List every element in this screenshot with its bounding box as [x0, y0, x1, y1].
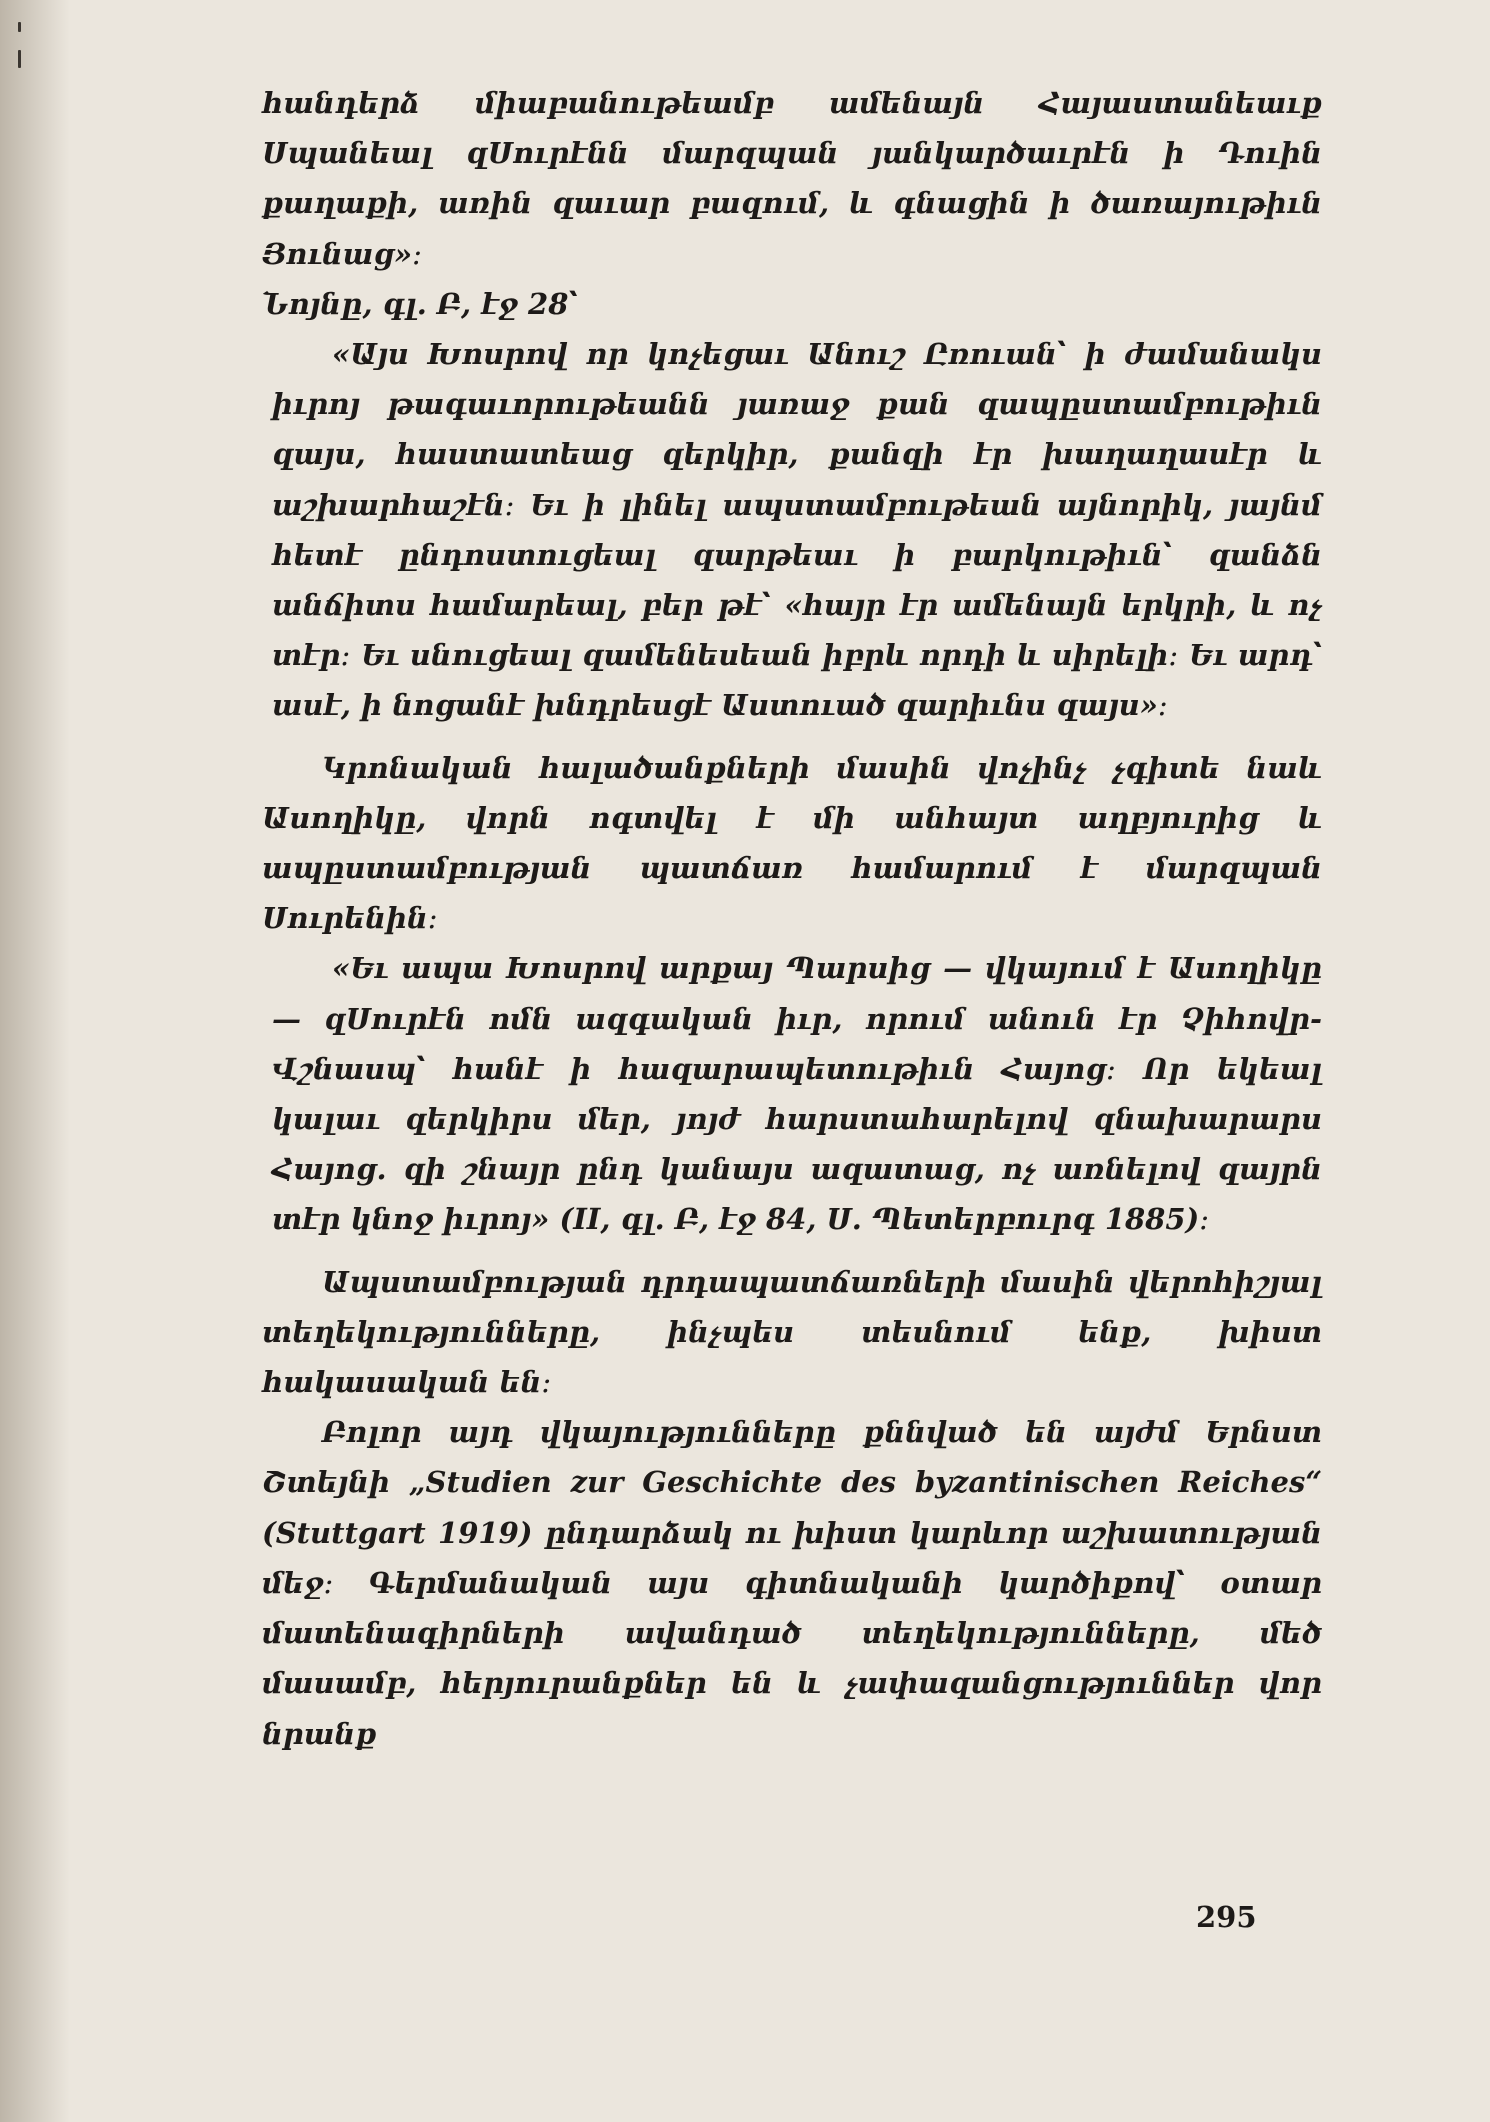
binding-shadow [0, 0, 70, 2122]
page-number: 295 [1196, 1900, 1257, 1934]
quote-paragraph: «Այս Խոսրով որ կոչեցաւ Անուշ Ըռուան՝ ի ժամանակս իւրոյ թագաւորութեանն յառաջ քան զապըստամբութիւն զայս, հաստատեաց զերկիր, քանզի էր խաղաղասէր և աշխարհաշէն։ Եւ ի լինել ապստամբութեան այնորիկ, յայնմ հետէ ընդոստուցեալ զարթեաւ ի բարկութիւն՝ զանձն անճիտս համարեալ, բեր թէ՝ «հայր էր ամենայն երկրի, և ոչ տէր։ Եւ սնուցեալ զամենեսեան իբրև որդի և սիրելի։ Եւ արդ՝ ասէ, ի նոցանէ խնդրեսցէ Աստուած զարիւնս զայս»։ [272, 337, 1322, 723]
body-text [262, 78, 1322, 1759]
edge-mark [18, 22, 21, 32]
edge-mark [18, 50, 21, 68]
paragraph: Ապստամբության դրդապատճառների մասին վերոհիշյալ տեղեկությունները, ինչպես տեսնում ենք, խիստ հակասական են։ [262, 1264, 1322, 1400]
quote-paragraph: «Եւ ապա Խոսրով արքայ Պարսից — վկայում է Ասողիկը — զՍուրէն ոմն ազգական իւր, որում անուն էր Չիհովր-Վշնասպ՝ հանէ ի հազարապետութիւն Հայոց։ Որ եկեալ կալաւ զերկիրս մեր, յոյժ հարստահարելով զնախարարս Հայոց. զի շնայր ընդ կանայս ազատաց, ոչ առնելով զայրն տէր կնոջ իւրոյ» (II, գլ. Բ, էջ 84, Ս. Պետերբուրգ 1885)։ [272, 951, 1322, 1237]
paragraph-continuation: հանդերձ միաբանութեամբ ամենայն Հայաստանեաւք Սպանեալ զՍուրէնն մարզպան յանկարծաւրէն ի Դուին քաղաքի, առին զաւար բազում, և գնացին ի ծառայութիւն Յունաց»։ [262, 86, 1322, 271]
paragraph: Կրոնական հալածանքների մասին վոչինչ չգիտե նաև Ասողիկը, վորն ոգտվել է մի անհայտ աղբյուրից և ապըստամբության պատճառ համարում է մարզպան Սուրենին։ [262, 750, 1322, 936]
paragraph: Բոլոր այդ վկայությունները քննված են այժմ Երնստ Շտեյնի „Studien zur Geschichte des byzantinischen Reiches“ (Stuttgart 1919) ընդարձակ ու խիստ կարևոր աշխատության մեջ։ Գերմանական այս գիտնականի կարծիքով՝ օտար մատենագիրների ավանդած տեղեկությունները, մեծ մասամբ, հերյուրանքներ են և չափազանցություններ վոր նրանք [262, 1415, 1322, 1751]
citation-reference: Նոյնը, գլ. Բ, էջ 28՝ [262, 286, 578, 321]
